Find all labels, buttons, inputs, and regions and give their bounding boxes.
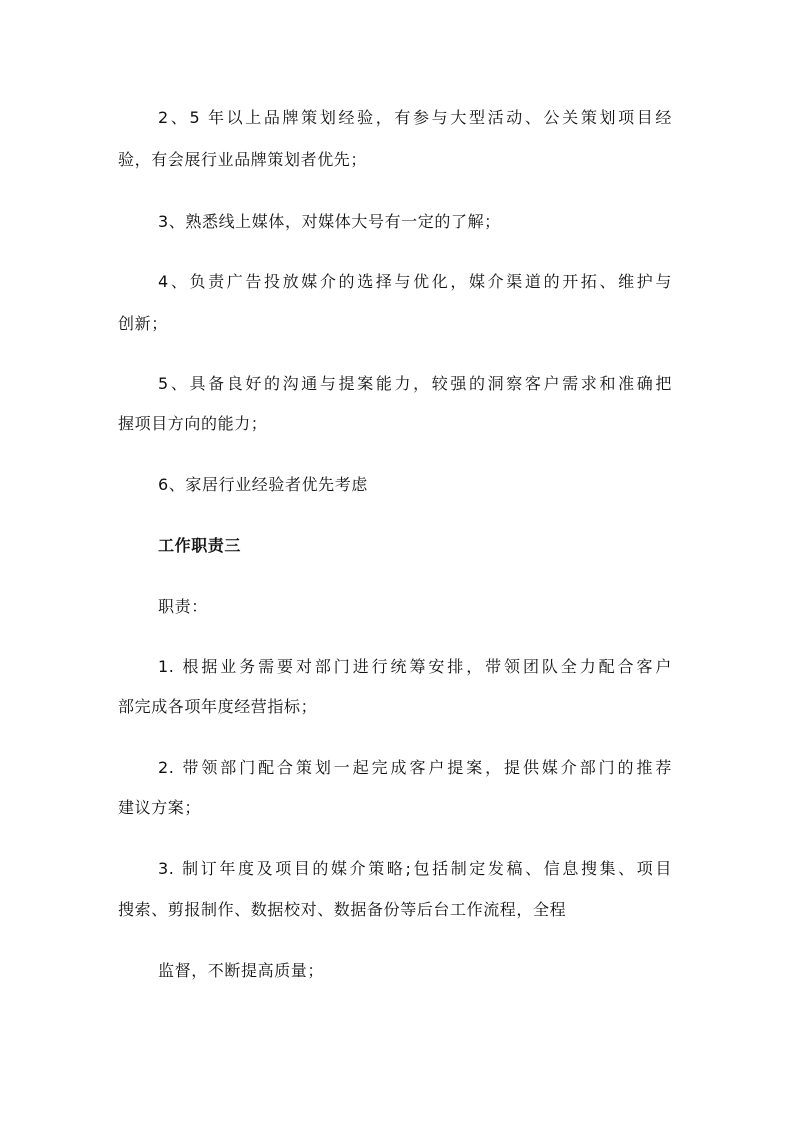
duty-2-line-2: 建议方案； — [118, 798, 202, 817]
duty-1-line-1: 1. 根据业务需要对部门进行统筹安排，带领团队全力配合客户 — [158, 657, 672, 676]
duty-2-line-1: 2. 带领部门配合策划一起完成客户提案，提供媒介部门的推荐 — [158, 758, 672, 777]
duty-1-line-2: 部完成各项年度经营指标； — [118, 697, 318, 716]
requirement-2-line-1: 2、5 年以上品牌策划经验，有参与大型活动、公关策划项目经 — [158, 108, 672, 127]
duty-3-line-2: 搜索、剪报制作、数据校对、数据备份等后台工作流程，全程 — [118, 900, 567, 919]
requirement-4-line-2: 创新； — [118, 314, 168, 333]
duties-label: 职责： — [158, 597, 208, 616]
requirement-4-line-1: 4、负责广告投放媒介的选择与优化，媒介渠道的开拓、维护与 — [158, 272, 672, 291]
duty-3-line-1: 3. 制订年度及项目的媒介策略;包括制定发稿、信息搜集、项目 — [158, 859, 672, 878]
duty-3-line-3: 监督，不断提高质量； — [158, 961, 325, 980]
requirement-5-line-2: 握项目方向的能力； — [118, 414, 268, 433]
section-heading: 工作职责三 — [158, 536, 242, 555]
requirement-6-line-1: 6、家居行业经验者优先考虑 — [158, 475, 368, 494]
requirement-5-line-1: 5、具备良好的沟通与提案能力，较强的洞察客户需求和准确把 — [158, 374, 672, 393]
requirement-2-line-2: 验，有会展行业品牌策划者优先； — [118, 150, 368, 169]
requirement-3-line-1: 3、熟悉线上媒体，对媒体大号有一定的了解； — [158, 212, 501, 231]
